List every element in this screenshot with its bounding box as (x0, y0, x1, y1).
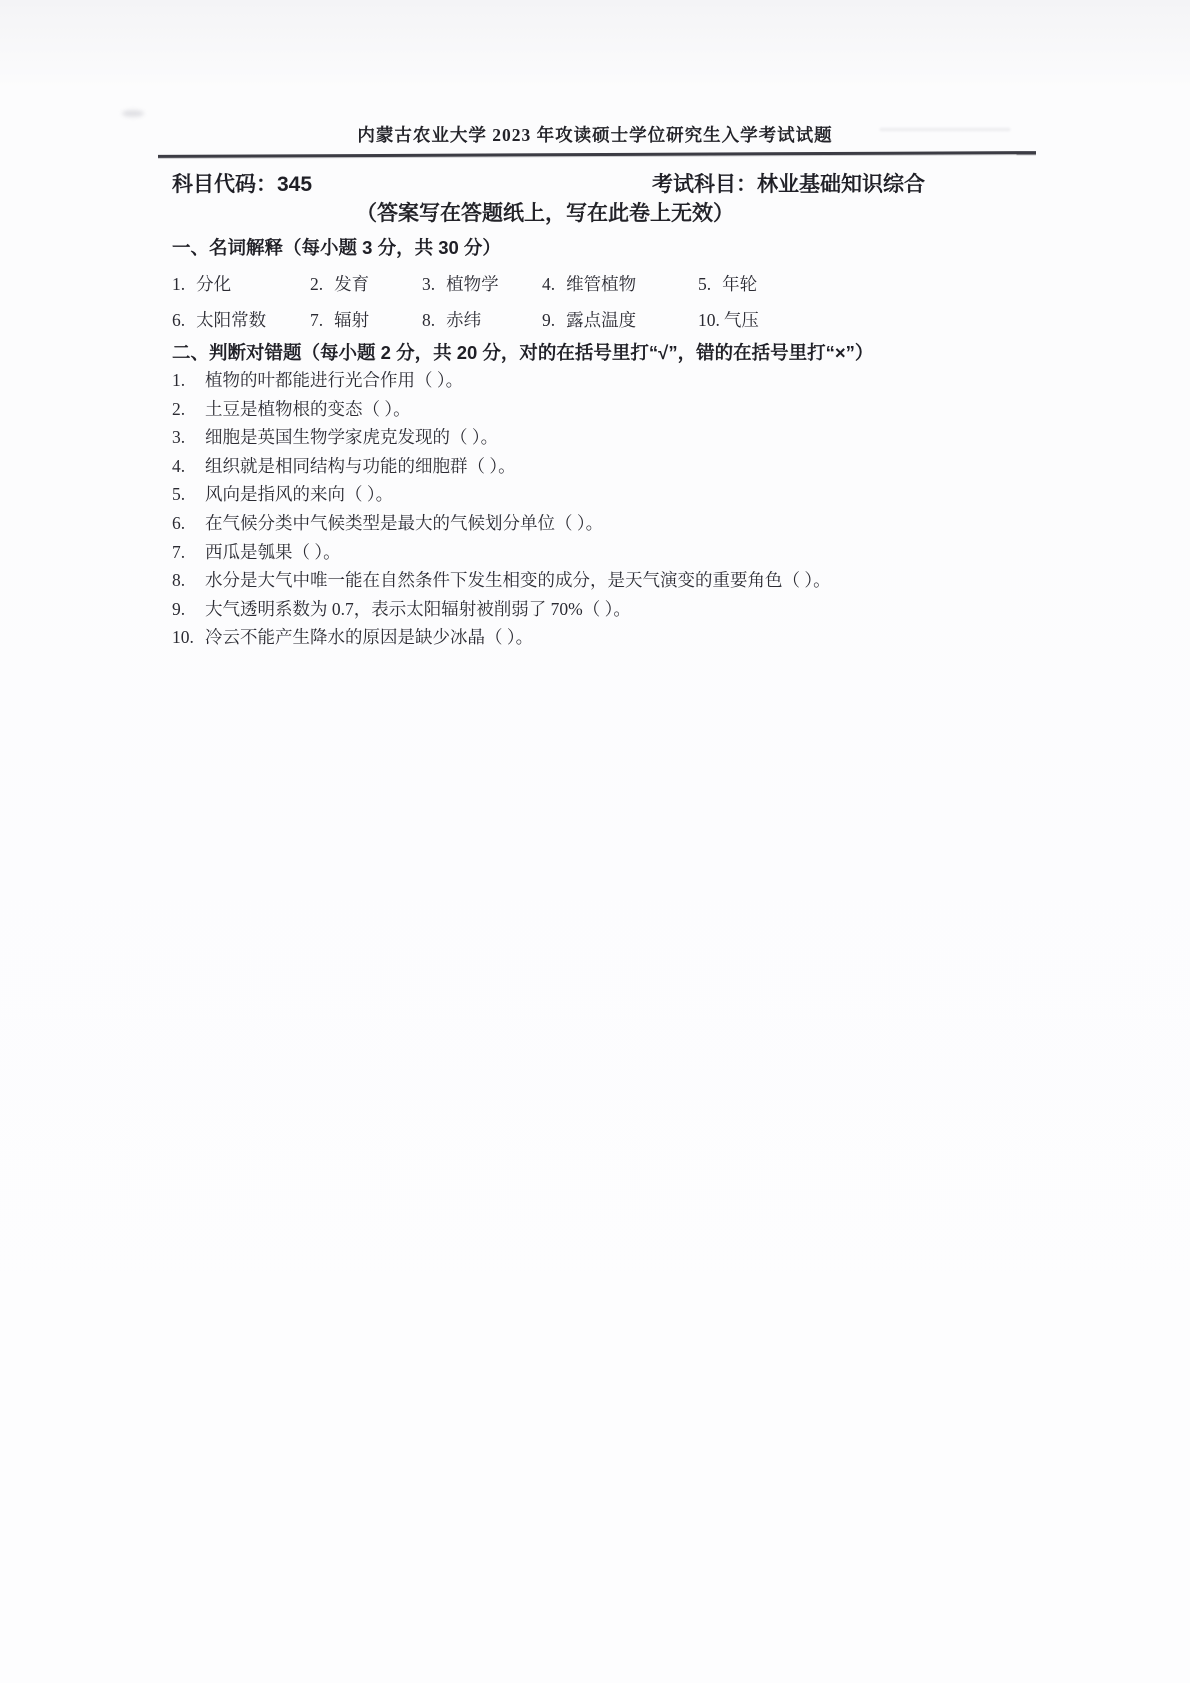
term-item (422, 307, 542, 332)
question-text: 西瓜是瓠果（ ）。 (205, 541, 341, 562)
term-text: 露点温度 (566, 310, 637, 330)
term-item (422, 271, 542, 296)
judge-question (172, 595, 831, 624)
term-item (698, 307, 759, 332)
question-text: 风向是指风的来向（ ）。 (205, 484, 394, 505)
term-text: 维管植物 (566, 274, 637, 294)
terms-row-1 (172, 271, 757, 296)
term-number: 3. (422, 274, 436, 294)
term-number: 1. (172, 274, 186, 294)
subject-code: 科目代码：345 (172, 173, 313, 196)
term-item (310, 307, 422, 332)
judge-question (172, 538, 831, 567)
term-number: 9. (542, 310, 556, 330)
question-text: 在气候分类中气候类型是最大的气候划分单位（ ）。 (205, 512, 604, 533)
term-text: 太阳常数 (196, 310, 267, 330)
term-item (542, 307, 698, 332)
judge-question (172, 423, 831, 452)
question-number: 10. (172, 627, 194, 648)
exam-meta-row (172, 168, 925, 198)
term-text: 植物学 (446, 274, 499, 294)
term-number: 4. (542, 274, 556, 294)
judge-question (172, 395, 831, 424)
question-number: 4. (172, 455, 186, 476)
judge-question (172, 452, 831, 481)
question-text: 大气透明系数为 0.7，表示太阳辐射被削弱了 70%（ ）。 (205, 598, 631, 619)
header-divider (158, 151, 1036, 158)
term-text: 赤纬 (446, 310, 482, 330)
judge-question (172, 623, 831, 652)
question-text: 细胞是英国生物学家虎克发现的（ ）。 (205, 427, 499, 448)
term-number: 2. (310, 274, 324, 294)
question-number: 3. (172, 427, 186, 448)
question-number: 1. (172, 370, 186, 390)
judge-question-list (172, 366, 831, 652)
term-text: 辐射 (334, 310, 370, 330)
exam-subject: 考试科目：林业基础知识综合 (652, 173, 925, 196)
term-item (542, 271, 698, 296)
terms-row-2 (172, 307, 759, 332)
question-text: 植物的叶都能进行光合作用（ ）。 (205, 370, 464, 390)
term-number: 8. (422, 310, 436, 330)
term-text: 分化 (196, 274, 232, 294)
term-number: 7. (310, 310, 324, 330)
section2-heading: 二、判断对错题（每小题 2 分，共 20 分，对的在括号里打“√”，错的在括号里打“×”） (172, 342, 874, 363)
term-text: 年轮 (722, 274, 758, 294)
question-number: 5. (172, 484, 186, 505)
judge-question (172, 509, 831, 538)
term-item (698, 271, 757, 296)
term-item (310, 271, 422, 296)
question-text: 土豆是植物根的变态（ ）。 (205, 398, 411, 419)
question-text: 组织就是相同结构与功能的细胞群（ ）。 (205, 455, 516, 476)
term-item (172, 271, 310, 296)
term-number: 5. (698, 274, 712, 294)
term-item (172, 307, 310, 332)
question-number: 9. (172, 598, 186, 619)
judge-question (172, 566, 831, 595)
term-number: 10. (698, 310, 720, 330)
question-text: 水分是大气中唯一能在自然条件下发生相变的成分，是天气演变的重要角色（ ）。 (205, 570, 831, 591)
section1-heading: 一、名词解释（每小题 3 分，共 30 分） (172, 237, 501, 258)
question-number: 2. (172, 398, 186, 419)
answer-note: （答案写在答题纸上，写在此卷上无效） (356, 202, 734, 225)
judge-question (172, 480, 831, 509)
judge-question (172, 366, 831, 395)
page-title: 内蒙古农业大学 2023 年攻读硕士学位研究生入学考试试题 (357, 125, 833, 145)
term-number: 6. (172, 310, 186, 330)
term-text: 发育 (334, 274, 370, 294)
term-text: 气压 (723, 310, 759, 330)
question-number: 6. (172, 512, 186, 533)
question-text: 冷云不能产生降水的原因是缺少冰晶（ ）。 (205, 627, 534, 648)
question-number: 7. (172, 541, 186, 562)
scan-artifact (122, 110, 144, 117)
question-number: 8. (172, 570, 186, 591)
